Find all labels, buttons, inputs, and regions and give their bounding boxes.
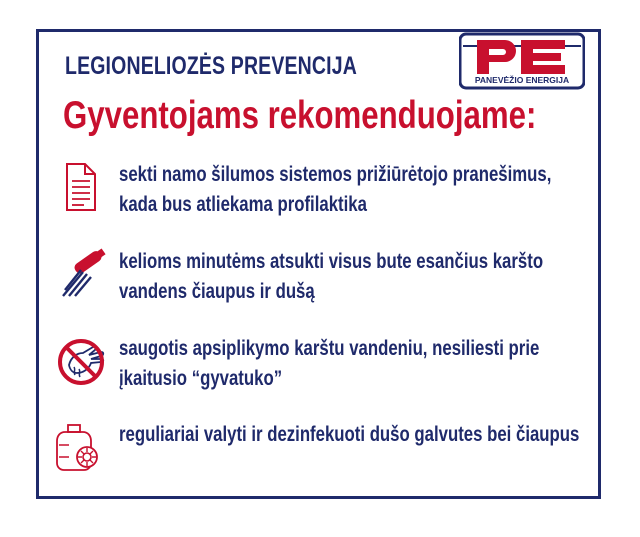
recommendation-heading: Gyventojams rekomenduojame: (63, 94, 537, 137)
shower-head-icon (51, 248, 111, 300)
list-item (51, 159, 591, 227)
item-text: sekti namo šilumos sistemos prižiūrėtojo pranešimus, kada bus atliekama profilaktika (119, 162, 552, 216)
item-text: reguliariai valyti ir dezinfekuoti dušo galvutes bei čiaupus (119, 422, 580, 446)
notice-frame (36, 29, 601, 499)
disinfect-bottle-icon (51, 421, 111, 473)
page-title: LEGIONELIOZĖS PREVENCIJA (65, 52, 357, 80)
company-logo (459, 32, 585, 90)
logo-company-name: PANEVĖŽIO ENERGIJA (474, 75, 570, 85)
document-icon (51, 161, 111, 213)
list-item (51, 419, 591, 487)
no-touch-hot-icon (51, 335, 111, 387)
item-text: saugotis apsiplikymo karštu vandeniu, nesiliesti prie įkaitusio “gyvatuko” (119, 336, 540, 390)
item-text: kelioms minutėms atsukti visus bute esančius karšto vandens čiaupus ir dušą (119, 249, 544, 303)
list-item (51, 246, 591, 314)
list-item (51, 333, 591, 401)
